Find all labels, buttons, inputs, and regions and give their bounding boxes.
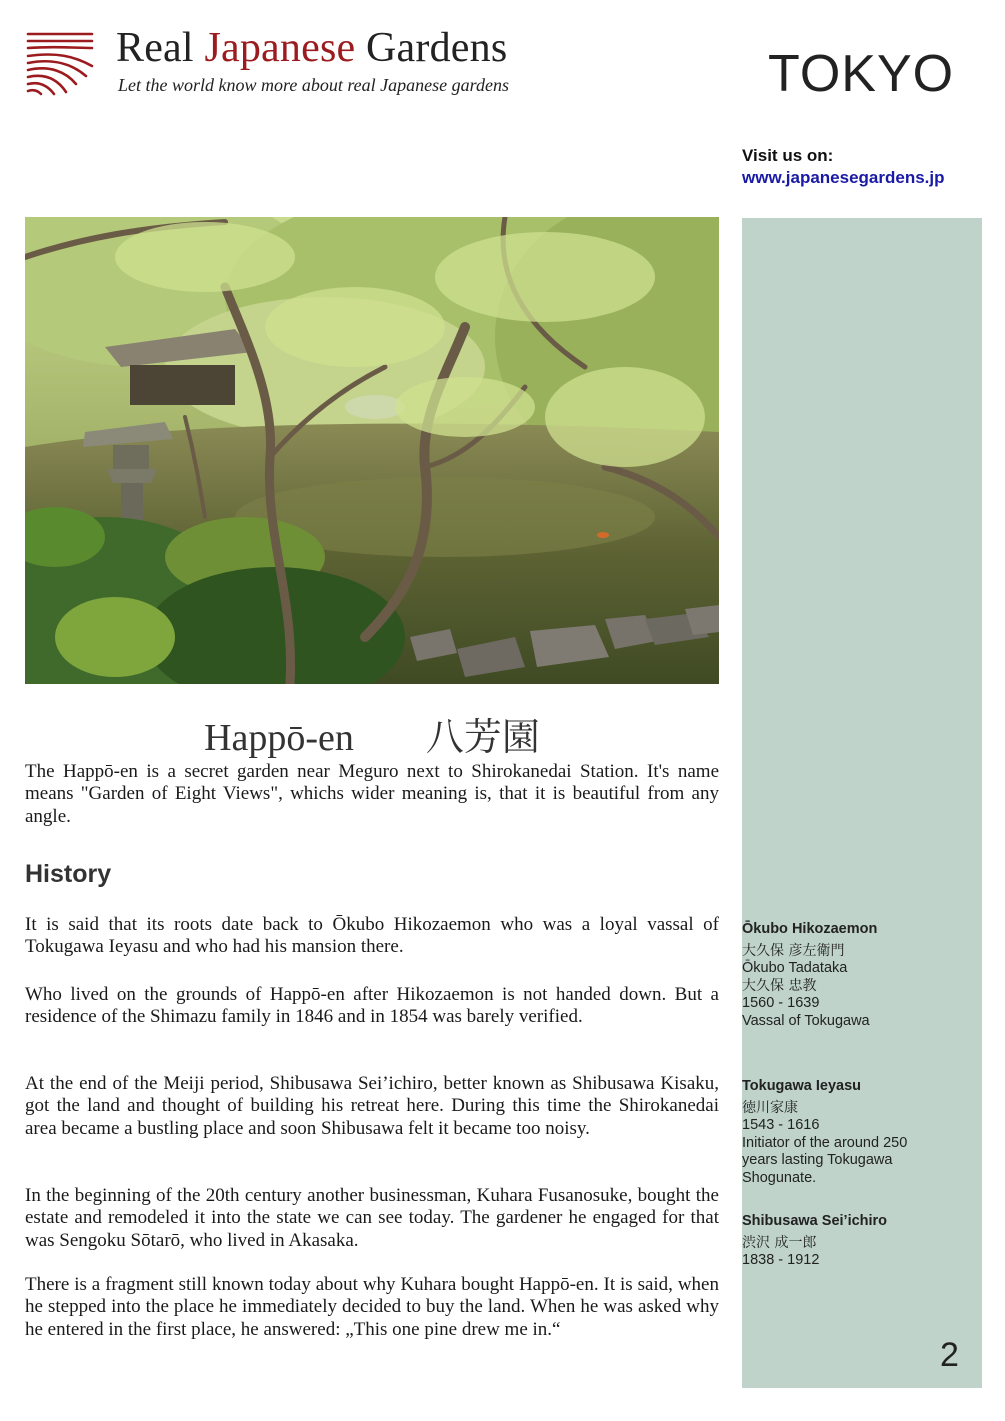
person-shibusawa [742, 1213, 977, 1270]
person-note: Initiator of the around 250 years lasting Tokugawa Shogunate. [742, 1134, 908, 1186]
history-paragraph-2: Who lived on the grounds of Happō-en after Hikozaemon is not handed down. But a residence of the Shimazu family in 1846 and in 1854 was barely verified. [25, 984, 719, 1028]
person-kanji: 大久保 彦左衛門 [742, 942, 845, 959]
history-heading: History [25, 860, 112, 888]
person-alt-name: Ōkubo Tadataka [742, 960, 848, 977]
brand-title: Real Japanese Gardens [116, 25, 508, 71]
logo-icon [26, 30, 94, 96]
person-name: Ōkubo Hikozaemon [742, 921, 878, 937]
person-kanji: 渋沢 成一郎 [742, 1234, 817, 1251]
person-note: Vassal of Tokugawa [742, 1012, 870, 1029]
person-name: Shibusawa Sei’ichiro [742, 1213, 888, 1229]
website-link[interactable]: www.japanesegardens.jp [742, 168, 945, 187]
person-tokugawa [742, 1078, 977, 1188]
page-number: 2 [940, 1336, 959, 1374]
history-paragraph-1: It is said that its roots date back to Ōkubo Hikozaemon who was a loyal vassal of Tokugawa Ieyasu and who had his mansion there. [25, 914, 719, 958]
history-paragraph-4: In the beginning of the 20th century another businessman, Kuhara Fusanosuke, bought the estate and remodeled it into the state we can see today. The gardener he engaged for that was Sengoku Sōtarō, who lived in Akasaka. [25, 1185, 719, 1251]
garden-photo [25, 217, 719, 684]
history-paragraph-5: There is a fragment still known today about why Kuhara bought Happō-en. It is said, when he stepped into the place he immediately decided to buy the land. When he was asked why he entered in the first place, he answered: „This one pine drew me in.“ [25, 1274, 719, 1340]
intro-paragraph: The Happō-en is a secret garden near Meguro next to Shirokanedai Station. It's name means "Garden of Eight Views", whichs wider meaning is, that it is beautiful from any angle. [25, 761, 719, 827]
page-title [25, 706, 719, 761]
city-title: TOKYO [768, 45, 955, 103]
brand-tagline: Let the world know more about real Japanese gardens [118, 75, 509, 95]
person-okubo [742, 921, 977, 1031]
history-paragraph-3: At the end of the Meiji period, Shibusawa Sei’ichiro, better known as Shibusawa Kisaku, got the land and thought of building his retreat here. During this time the Shirokanedai area became a bustling place and soon Shibusawa felt it became too noisy. [25, 1073, 719, 1139]
person-years: 1543 - 1616 [742, 1117, 820, 1134]
person-years: 1838 - 1912 [742, 1252, 820, 1269]
title-latin: Happō-en [204, 717, 354, 759]
person-kanji: 徳川家康 [742, 1099, 798, 1116]
title-japanese: 八芳園 [425, 717, 540, 759]
person-name: Tokugawa Ieyasu [742, 1078, 861, 1094]
person-alt-kanji: 大久保 忠教 [742, 977, 817, 994]
visit-label: Visit us on: [742, 146, 834, 165]
person-years: 1560 - 1639 [742, 995, 820, 1012]
